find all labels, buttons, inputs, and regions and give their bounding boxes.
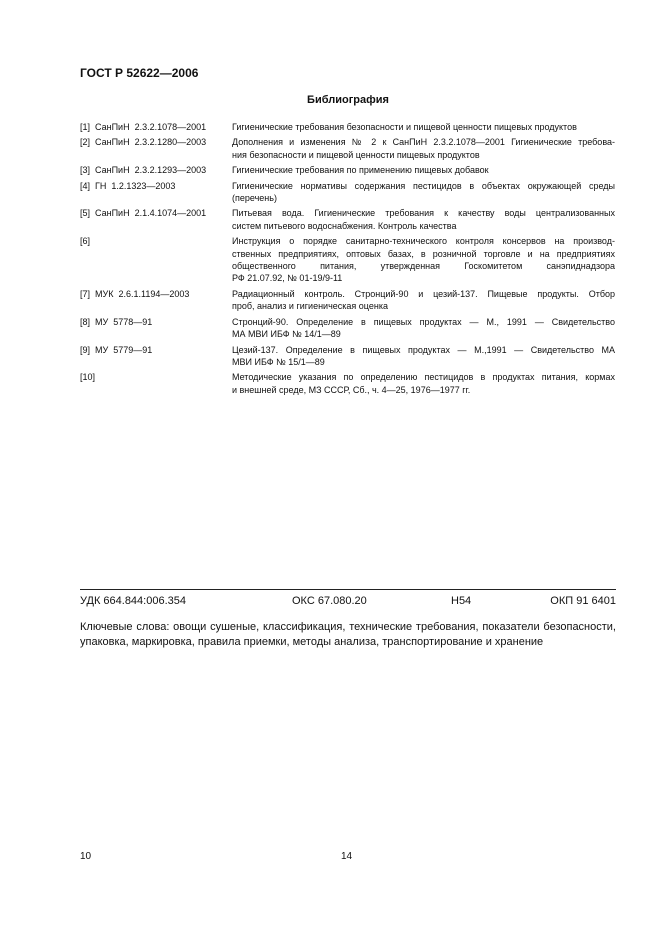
bibliography-entry-9 (80, 344, 616, 369)
entry-line: Гигиенические нормативы содержания пестицидов в объектах окружающей среды (232, 180, 615, 191)
bibliography-entry-1 (80, 121, 616, 133)
bibliography-entry-4 (80, 180, 616, 205)
entry-description (232, 288, 615, 313)
entry-reference: [1] СанПиН 2.3.2.1078—2001 (80, 122, 207, 132)
bibliography-entry-2 (80, 136, 616, 161)
entry-line: Радиационный контроль. Стронций-90 и цезий-137. Пищевые продукты. Отбор (232, 288, 615, 299)
entry-line: Цезий-137. Определение в пищевых продуктах — М.,1991 — Свидетельство МА (232, 344, 615, 355)
bibliography-entry-7 (80, 288, 616, 313)
entry-description (232, 121, 615, 133)
entry-description (232, 371, 615, 396)
entry-line: РФ 21.07.92, № 01-19/9-11 (232, 273, 343, 284)
bibliography-entry-6 (80, 235, 616, 285)
entry-line: Методические указания по определению пестицидов в продуктах питания, кормах (232, 372, 615, 383)
bibliography-list (80, 121, 616, 399)
bibliography-title: Библиография (307, 94, 389, 106)
entry-line: проб, анализ и гигиеническая оценка (232, 301, 388, 312)
document-standard-number: ГОСТ Р 52622—2006 (80, 66, 199, 80)
entry-description (232, 164, 615, 176)
entry-reference: [6] (80, 236, 91, 247)
okp-code: ОКП 91 6401 (550, 595, 616, 607)
keywords-line: Ключевые слова: овощи сушеные, классификация, технические требования, показатели безопасности, (80, 621, 616, 633)
entry-reference: [2] СанПиН 2.3.2.1280—2003 (80, 137, 207, 148)
bibliography-entry-3 (80, 164, 616, 176)
entry-reference: [10] (80, 372, 96, 383)
bibliography-entry-5 (80, 207, 616, 232)
entry-line: Питьевая вода. Гигиенические требования к качеству воды централизованных (232, 208, 615, 219)
entry-reference: [9] МУ 5779—91 (80, 344, 153, 355)
entry-reference: [3] СанПиН 2.3.2.1293—2003 (80, 165, 207, 176)
entry-reference: [7] МУК 2.6.1.1194—2003 (80, 288, 190, 299)
entry-description (232, 316, 615, 341)
entry-description (232, 235, 615, 285)
keywords (80, 620, 616, 650)
entry-line: Стронций-90. Определение в пищевых продуктах — М., 1991 — Свидетельство (232, 316, 615, 327)
entry-line: ния безопасности и пищевой ценности пищевых продуктов (232, 149, 480, 160)
divider-rule (80, 589, 616, 590)
entry-reference: [8] МУ 5778—91 (80, 316, 153, 327)
entry-reference: [4] ГН 1.2.1323—2003 (80, 180, 176, 191)
udk-code: УДК 664.844:006.354 (80, 595, 186, 607)
entry-line: Инструкция о порядке санитарно-технического контроля консервов на производ- (232, 236, 615, 247)
entry-line: (перечень) (232, 193, 277, 204)
bibliography-entry-8 (80, 316, 616, 341)
entry-line: общественного питания, утвержденная Госкомитетом санэпиднадзора (232, 261, 615, 272)
category-code: Н54 (451, 595, 472, 607)
entry-line: ственных предприятиях, оптовых базах, в розничной торговле и на предприятиях (232, 248, 615, 259)
entry-line: Гигиенические требования безопасности и пищевой ценности пищевых продуктов (232, 122, 577, 132)
entry-description (232, 136, 615, 161)
oks-code: ОКС 67.080.20 (292, 595, 367, 607)
entry-description (232, 207, 615, 232)
entry-description (232, 344, 615, 369)
entry-description (232, 180, 615, 205)
entry-line: Дополнения и изменения № 2 к СанПиН 2.3.2.1078—2001 Гигиенические требова- (232, 137, 615, 148)
entry-line: МВИ ИБФ № 15/1—89 (232, 356, 325, 367)
entry-line: Гигиенические требования по применению пищевых добавок (232, 165, 489, 176)
entry-reference: [5] СанПиН 2.1.4.1074—2001 (80, 208, 207, 219)
page-number-center: 14 (341, 851, 353, 862)
entry-line: систем питьевого водоснабжения. Контроль качества (232, 220, 457, 231)
page-number-left: 10 (80, 851, 92, 862)
bibliography-entry-10 (80, 371, 616, 396)
keywords-line: упаковка, маркировка, правила приемки, методы анализа, транспортирование и хранение (80, 636, 544, 648)
entry-line: МА МВИ ИБФ № 14/1—89 (232, 329, 341, 340)
entry-line: и внешней среде, МЗ СССР, Сб., ч. 4—25, 1976—1977 гг. (232, 384, 471, 395)
